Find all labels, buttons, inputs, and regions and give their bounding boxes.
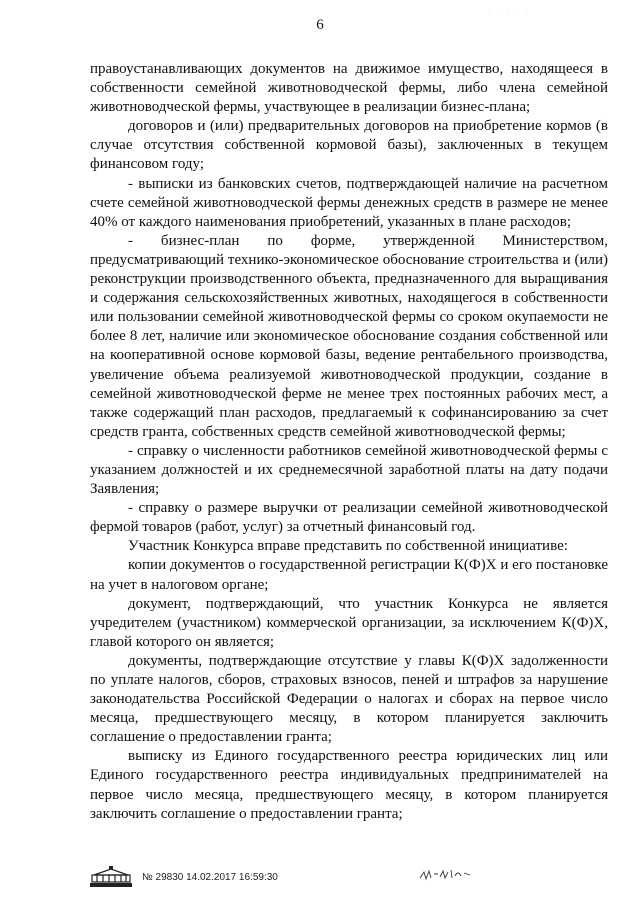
paragraph: - справку о размере выручки от реализации семейной животноводческой фермой товаров (работ, услуг) за отчетный финансовый год. (90, 500, 608, 536)
paragraph: правоустанавливающих документов на движимое имущество, находящееся в собственности семейной животноводческой фермы, либо члена семейной животноводческой фермы, участвующее в реализации бизнес-плана; (90, 61, 608, 116)
paragraph: Участник Конкурса вправе представить по собственной инициативе: (128, 538, 568, 555)
paragraph: документ, подтверждающий, что участник Конкурса не является учредителем (участником) коммерческой организации, за исключением К(Ф)Х, главой которого он является; (90, 595, 608, 650)
scan-artifact-marks: · · · · · (488, 8, 531, 14)
paragraph: выписку из Единого государственного реестра юридических лиц или Единого государственного реестра индивидуальных предпринимателей на первое число месяца, предшествующего месяцу, в котором планируется заключить соглашение о предоставлении гранта; (90, 748, 608, 822)
document-body (90, 60, 608, 824)
paragraph: - выписки из банковских счетов, подтверждающей наличие на расчетном счете семейной животноводческой фермы денежных средств в размере не менее 40% от каждого наименования приобретений, указанных в плане расходов; (90, 175, 608, 230)
footer (88, 866, 508, 890)
government-building-logo-icon (88, 866, 134, 888)
handwritten-mark-icon (418, 866, 474, 884)
paragraph: - бизнес-план по форме, утвержденной Министерством, предусматривающий технико-экономическое обоснование строительства и (или) реконструкции производственного объекта, предназначенного для выращивания и содержания сельскохозяйственных животных, находящегося в собственности или пользовании семейной животноводческой фермы со сроком окупаемости не более 8 лет, наличие или экономическое обоснование создания собственной или на кооперативной основе кормовой базы, ведение рентабельного производства, увеличение объема реализуемой животноводческой продукции, создание в семейной животноводческой ферме не менее трех постоянных рабочих мест, а также содержащий план расходов, предлагаемый к софинансированию за счет средств гранта, собственных средств семейной животноводческой фермы; (90, 232, 608, 440)
paragraph: - справку о численности работников семейной животноводческой фермы с указанием должностей и их среднемесячной заработной платы на дату подачи Заявления; (90, 442, 608, 498)
paragraph: копии документов о государственной регистрации К(Ф)Х и его постановке на учет в налоговом органе; (90, 557, 608, 593)
paragraph: документы, подтверждающие отсутствие у главы К(Ф)Х задолженности по уплате налогов, сборов, страховых взносов, пеней и штрафов за нарушение законодательства Российской Федерации о налогах и сборах на первое число месяца, предшествующего месяцу, в котором планируется заключить соглашение о предоставлении гранта; (90, 652, 608, 746)
paragraph: договоров и (или) предварительных договоров на приобретение кормов (в случае отсутствия собственной кормовой базы), заключенных в текущем финансовом году; (90, 118, 608, 173)
document-stamp: № 29830 14.02.2017 16:59:30 (142, 872, 278, 883)
page-number: 6 (316, 17, 324, 33)
